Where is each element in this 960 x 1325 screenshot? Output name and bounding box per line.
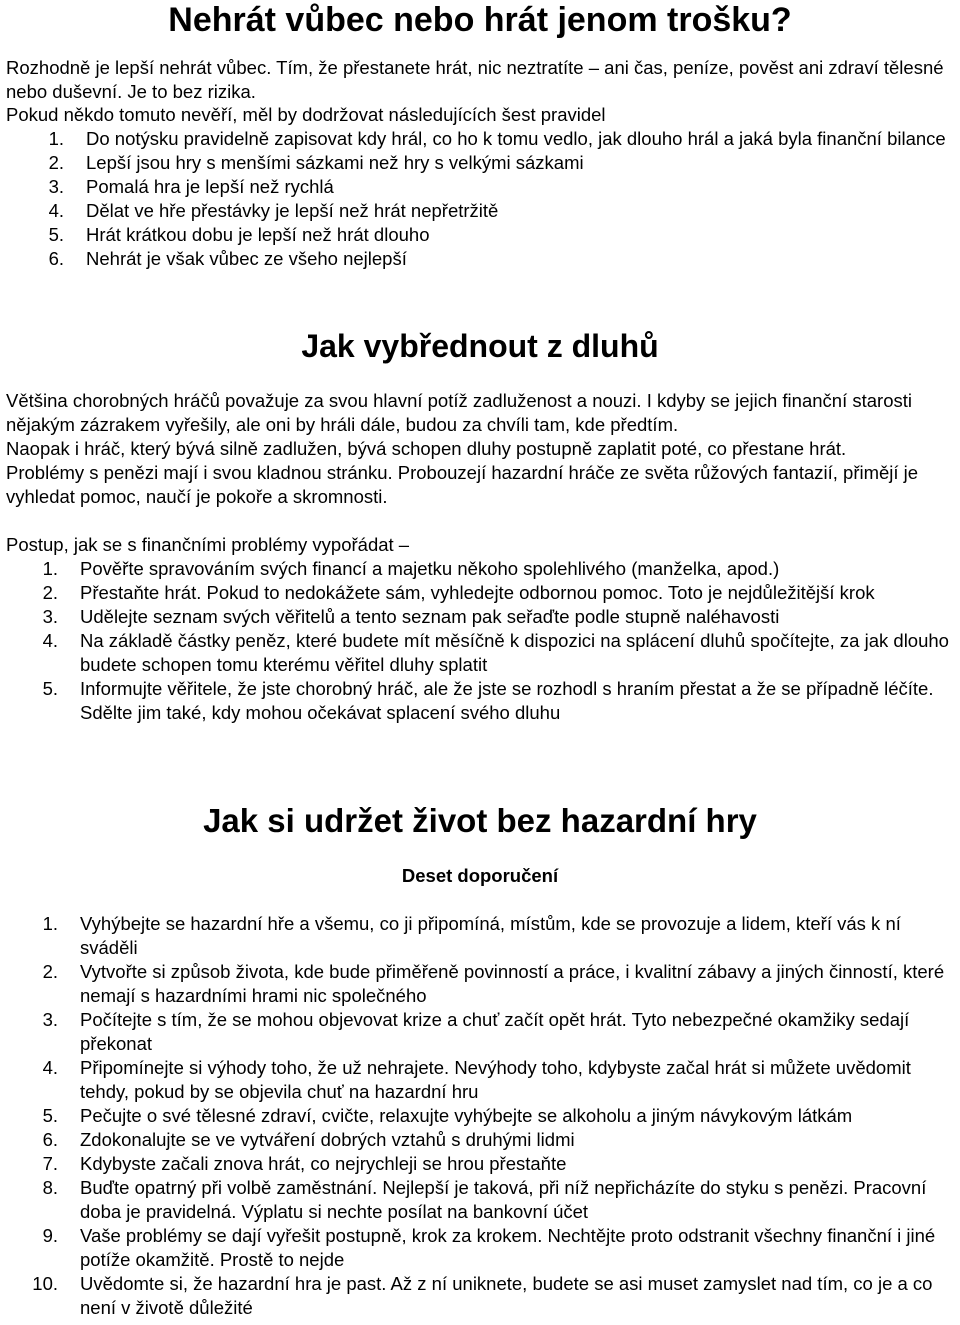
section-dluhy-body [6, 389, 956, 725]
list-number: 8. [42, 1177, 58, 1198]
list-item-text: Uvědomte si, že hazardní hra je past. Až z ní uniknete, budete se asi muset zamyslet nad tím, co je a co není v životě důležité [80, 1273, 933, 1318]
list-item [6, 1152, 956, 1176]
rules-list [6, 127, 956, 271]
list-number: 6. [48, 247, 64, 269]
list-number: 4. [48, 199, 64, 221]
list-item [6, 1128, 956, 1152]
list-number: 2. [42, 582, 58, 603]
list-item [6, 557, 956, 581]
list-number: 3. [42, 606, 58, 627]
list-number: 3. [42, 1009, 58, 1030]
intro-paragraph: Pokud někdo tomuto nevěří, měl by dodržovat následujících šest pravidel [6, 104, 606, 126]
list-item-text: Vaše problémy se dají vyřešit postupně, krok za krokem. Nechtějte proto odstranit všechny finanční i jiné potíže okamžitě. Prostě to nejde [80, 1225, 936, 1270]
intro-paragraph: Rozhodně je lepší nehrát vůbec. Tím, že přestanete hrát, nic neztratíte – ani čas, peníze, pověst ani zdraví tělesné nebo duševní. Je to bez rizika. [6, 57, 944, 102]
list-number: 4. [42, 1057, 58, 1078]
list-number: 5. [42, 1105, 58, 1126]
list-item [6, 960, 956, 1008]
list-item-text: Lepší jsou hry s menšími sázkami než hry s velkými sázkami [86, 151, 584, 173]
list-item [6, 605, 956, 629]
list-item [6, 1056, 956, 1104]
list-item [6, 127, 956, 151]
list-item [6, 677, 956, 725]
section-title-dluhy: Jak vybřednout z dluhů [301, 328, 659, 364]
list-item-text: Vyhýbejte se hazardní hře a všemu, co ji připomíná, místům, kde se provozuje a lidem, kteří vás k ní sváděli [80, 913, 901, 958]
list-item-text: Dělat ve hře přestávky je lepší než hrát nepřetržitě [86, 199, 499, 221]
list-item [6, 1008, 956, 1056]
list-item-text: Počítejte s tím, že se mohou objevovat krize a chuť začít opět hrát. Tyto nebezpečné okamžiky sedají překonat [80, 1009, 910, 1054]
body-paragraph: Naopak i hráč, který bývá silně zadlužen, bývá schopen dluhy postupně zaplatit poté, co přestane hrát. [6, 438, 847, 459]
list-number: 1. [42, 913, 58, 934]
list-item-text: Připomínejte si výhody toho, že už nehrajete. Nevýhody toho, kdybyste začal hrát si můžete uvědomit tehdy, pokud by se objevila chuť na hazardní hru [80, 1057, 911, 1102]
list-number: 2. [42, 961, 58, 982]
body-paragraph: Většina chorobných hráčů považuje za svou hlavní potíž zadluženost a nouzi. I kdyby se jejich finanční starosti nějakým zázrakem vyřešily, ale oni by hráli dále, budou za chvíli tam, kde předtím. [6, 390, 912, 435]
list-number: 1. [48, 127, 64, 149]
section-subtitle: Deset doporučení [401, 865, 559, 886]
list-item [6, 175, 956, 199]
list-item-text: Zdokonalujte se ve vytváření dobrých vztahů s druhými lidmi [80, 1129, 575, 1150]
list-item [6, 1272, 956, 1320]
section-zivot-body [6, 912, 956, 1320]
section-title-nehrat: Nehrát vůbec nebo hrát jenom trošku? [168, 1, 792, 39]
list-item-text: Do notýsku pravidelně zapisovat kdy hrál, co ho k tomu vedlo, jak dlouho hrál a jaká byla finanční bilance [86, 127, 946, 149]
list-item-text: Nehrát je však vůbec ze všeho nejlepší [86, 247, 407, 269]
list-item-text: Pomalá hra je lepší než rychlá [86, 175, 334, 197]
steps-intro: Postup, jak se s finančními problémy vypořádat – [6, 534, 410, 555]
list-item [6, 912, 956, 960]
list-item [6, 1224, 956, 1272]
list-number: 7. [42, 1153, 58, 1174]
list-item-text: Pečujte o své tělesné zdraví, cvičte, relaxujte vyhýbejte se alkoholu a jiným návykovým látkám [80, 1105, 853, 1126]
list-item-text: Buďte opatrný při volbě zaměstnání. Nejlepší je taková, při níž nepřicházíte do styku s penězi. Pracovní doba je pravidelná. Výplatu si nechte posílat na bankovní účet [80, 1177, 927, 1222]
list-item [6, 199, 956, 223]
body-paragraph: Problémy s penězi mají i svou kladnou stránku. Probouzejí hazardní hráče ze světa růžových fantazií, přimějí je vyhledat pomoc, naučí je pokoře a skromnosti. [6, 462, 919, 507]
list-item [6, 151, 956, 175]
list-number: 1. [42, 558, 58, 579]
list-number: 9. [42, 1225, 58, 1246]
list-item [6, 247, 956, 271]
list-item-text: Pověřte spravováním svých financí a majetku někoho spolehlivého (manželka, apod.) [80, 558, 780, 579]
list-number: 2. [48, 151, 64, 173]
list-item [6, 629, 956, 677]
list-item-text: Přestaňte hrát. Pokud to nedokážete sám, vyhledejte odbornou pomoc. Toto je nejdůležitější krok [80, 582, 875, 603]
list-item-text: Vytvořte si způsob života, kde bude přiměřeně povinností a práce, i kvalitní zábavy a jiných činností, které nemají s hazardními hrami nic společného [80, 961, 945, 1006]
list-number: 10. [32, 1273, 58, 1294]
list-item-text: Informujte věřitele, že jste chorobný hráč, ale že jste se rozhodl s hraním přestat a že se případně léčíte. Sdělte jim také, kdy mohou očekávat splacení svého dluhu [80, 678, 934, 723]
list-item-text: Udělejte seznam svých věřitelů a tento seznam pak seřaďte podle stupně naléhavosti [80, 606, 780, 627]
list-number: 5. [48, 223, 64, 245]
list-number: 3. [48, 175, 64, 197]
list-item-text: Na základě částky peněz, které budete mít měsíčně k dispozici na splácení dluhů spočítejte, za jak dlouho budete schopen tomu kterému věřitel dluhy splatit [80, 630, 949, 675]
steps-list [6, 557, 956, 725]
section-title-zivot: Jak si udržet život bez hazardní hry [203, 802, 757, 839]
list-number: 6. [42, 1129, 58, 1150]
list-number: 4. [42, 630, 58, 651]
list-item [6, 223, 956, 247]
list-item-text: Hrát krátkou dobu je lepší než hrát dlouho [86, 223, 430, 245]
list-item [6, 1104, 956, 1128]
list-item [6, 581, 956, 605]
tips-list [6, 912, 956, 1320]
list-item-text: Kdybyste začali znova hrát, co nejrychleji se hrou přestaňte [80, 1153, 567, 1174]
section-nehrat-body [6, 56, 956, 271]
list-number: 5. [42, 678, 58, 699]
list-item [6, 1176, 956, 1224]
